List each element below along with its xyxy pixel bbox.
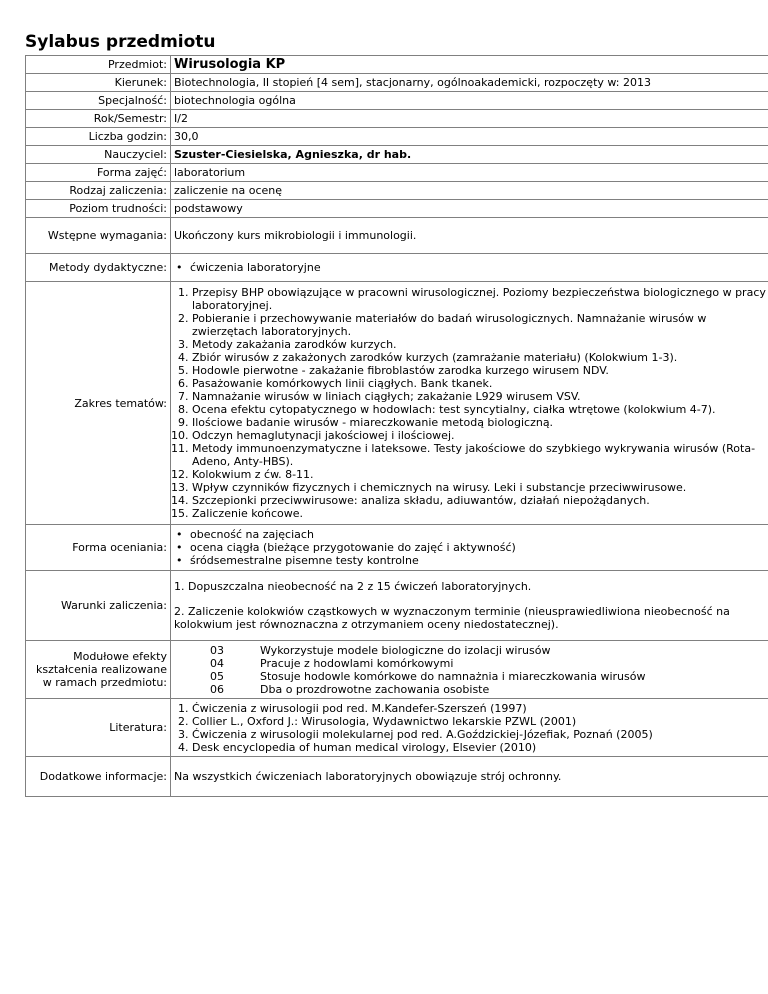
row-credit-type (26, 182, 768, 200)
label-year: Rok/Semestr: (26, 110, 171, 128)
label-field: Kierunek: (26, 74, 171, 92)
list-item: 13. Wpływ czynników fizycznych i chemicznych na wirusy. Leki i substancje przeciwwirusowe. (192, 481, 766, 494)
topics-list (174, 286, 766, 520)
label-hours: Liczba godzin: (26, 128, 171, 146)
label-teacher: Nauczyciel: (26, 146, 171, 164)
literature-list (174, 702, 766, 754)
value-form: laboratorium (171, 164, 768, 182)
outcome-text: Dba o prozdrowotne zachowania osobiste (260, 682, 490, 696)
outcome-code: 06 (210, 682, 224, 696)
list-item: 11. Metody immunoenzymatyczne i lateksowe. Testy jakościowe do szybkiego wykrywania wirusów (Rota-Adeno, Anty-HBS). (192, 442, 766, 468)
row-specialty (26, 92, 768, 110)
outcome-text: Stosuje hodowle komórkowe do namnażnia i miareczkowania wirusów (260, 669, 646, 683)
row-methods (26, 254, 768, 282)
list-item: 12. Kolokwium z ćw. 8-11. (192, 468, 766, 481)
list-item: 2. Collier L., Oxford J.: Wirusologia, Wydawnictwo lekarskie PZWL (2001) (192, 715, 766, 728)
outcome-row (174, 644, 766, 657)
list-item: • śródsemestralne pisemne testy kontrolne (190, 554, 766, 567)
value-outcomes (171, 641, 768, 699)
value-literature (171, 699, 768, 757)
row-hours (26, 128, 768, 146)
row-literature (26, 699, 768, 757)
list-item: 1. Przepisy BHP obowiązujące w pracowni wirusologicznej. Poziomy bezpieczeństwa biologicznego w pracy laboratoryjnej. (192, 286, 766, 312)
value-teacher: Szuster-Ciesielska, Agnieszka, dr hab. (171, 146, 768, 164)
outcome-code: 04 (210, 656, 224, 670)
list-item: 6. Pasażowanie komórkowych linii ciągłych. Bank tkanek. (192, 377, 766, 390)
page-title: Sylabus przedmiotu (25, 32, 216, 52)
value-extra: Na wszystkich ćwiczeniach laboratoryjnych obowiązuje strój ochronny. (171, 757, 768, 797)
list-item: • ocena ciągła (bieżące przygotowanie do zajęć i aktywność) (190, 541, 766, 554)
value-field: Biotechnologia, II stopień [4 sem], stacjonarny, ogólnoakademicki, rozpoczęty w: 2013 (171, 74, 768, 92)
value-prereq: Ukończony kurs mikrobiologii i immunologii. (171, 218, 768, 254)
outcome-row (174, 683, 766, 696)
label-grading: Forma oceniania: (26, 525, 171, 571)
row-subject (26, 56, 768, 74)
list-item: • obecność na zajęciach (190, 528, 766, 541)
outcome-text: Pracuje z hodowlami komórkowymi (260, 656, 454, 670)
outcome-text: Wykorzystuje modele biologiczne do izolacji wirusów (260, 643, 551, 657)
label-topics: Zakres tematów: (26, 282, 171, 525)
list-item: 10. Odczyn hemaglutynacji jakościowej i ilościowej. (192, 429, 766, 442)
row-topics (26, 282, 768, 525)
conditions-paragraph-2: 2. Zaliczenie kolokwiów cząstkowych w wyznaczonym terminie (nieusprawiedliwiona nieobecność na kolokwium jest równoznaczna z otrzymaniem oceny niedostatecznej). (174, 605, 730, 631)
label-conditions: Warunki zaliczenia: (26, 571, 171, 641)
list-item: 15. Zaliczenie końcowe. (192, 507, 766, 520)
methods-list (174, 261, 766, 274)
value-topics (171, 282, 768, 525)
row-grading (26, 525, 768, 571)
label-extra: Dodatkowe informacje: (26, 757, 171, 797)
label-credit-type: Rodzaj zaliczenia: (26, 182, 171, 200)
label-form: Forma zajęć: (26, 164, 171, 182)
row-outcomes (26, 641, 768, 699)
list-item: 14. Szczepionki przeciwwirusowe: analiza składu, adiuwantów, działań niepożądanych. (192, 494, 766, 507)
list-item: 3. Ćwiczenia z wirusologii molekularnej pod red. A.Goździckiej-Józefiak, Poznań (2005) (192, 728, 766, 741)
value-methods (171, 254, 768, 282)
syllabus-table (25, 55, 768, 797)
list-item: 5. Hodowle pierwotne - zakażanie fibroblastów zarodka kurzego wirusem NDV. (192, 364, 766, 377)
list-item: 1. Ćwiczenia z wirusologii pod red. M.Kandefer-Szerszeń (1997) (192, 702, 766, 715)
row-teacher (26, 146, 768, 164)
label-methods: Metody dydaktyczne: (26, 254, 171, 282)
label-prereq: Wstępne wymagania: (26, 218, 171, 254)
value-hours: 30,0 (171, 128, 768, 146)
label-outcomes: Modułowe efekty kształcenia realizowane w ramach przedmiotu: (26, 641, 171, 699)
label-difficulty: Poziom trudności: (26, 200, 171, 218)
outcome-row (174, 657, 766, 670)
outcome-code: 03 (210, 643, 224, 657)
value-year: I/2 (171, 110, 768, 128)
row-form (26, 164, 768, 182)
outcomes-table (174, 644, 766, 696)
list-item: 3. Metody zakażania zarodków kurzych. (192, 338, 766, 351)
list-item: 8. Ocena efektu cytopatycznego w hodowlach: test syncytialny, ciałka wtrętowe (kolokwium 4-7). (192, 403, 766, 416)
value-grading (171, 525, 768, 571)
list-item: 4. Zbiór wirusów z zakażonych zarodków kurzych (zamrażanie materiału) (Kolokwium 1-3). (192, 351, 766, 364)
list-item: 7. Namnażanie wirusów w liniach ciągłych; zakażanie L929 wirusem VSV. (192, 390, 766, 403)
row-prereq (26, 218, 768, 254)
list-item: 4. Desk encyclopedia of human medical virology, Elsevier (2010) (192, 741, 766, 754)
list-item: 9. Ilościowe badanie wirusów - miareczkowanie metodą biologiczną. (192, 416, 766, 429)
label-subject: Przedmiot: (26, 56, 171, 74)
outcome-row (174, 670, 766, 683)
list-item: • ćwiczenia laboratoryjne (190, 261, 766, 274)
value-specialty: biotechnologia ogólna (171, 92, 768, 110)
row-conditions (26, 571, 768, 641)
row-extra (26, 757, 768, 797)
value-difficulty: podstawowy (171, 200, 768, 218)
value-conditions (171, 571, 768, 641)
row-difficulty (26, 200, 768, 218)
row-year (26, 110, 768, 128)
label-literature: Literatura: (26, 699, 171, 757)
outcome-code: 05 (210, 669, 224, 683)
value-subject: Wirusologia KP (171, 56, 768, 74)
grading-list (174, 528, 766, 567)
label-specialty: Specjalność: (26, 92, 171, 110)
conditions-paragraph-1: 1. Dopuszczalna nieobecność na 2 z 15 ćwiczeń laboratoryjnych. (174, 580, 532, 593)
value-credit-type: zaliczenie na ocenę (171, 182, 768, 200)
list-item: 2. Pobieranie i przechowywanie materiałów do badań wirusologicznych. Namnażanie wirusów w zwierzętach laboratoryjnych. (192, 312, 766, 338)
row-field (26, 74, 768, 92)
